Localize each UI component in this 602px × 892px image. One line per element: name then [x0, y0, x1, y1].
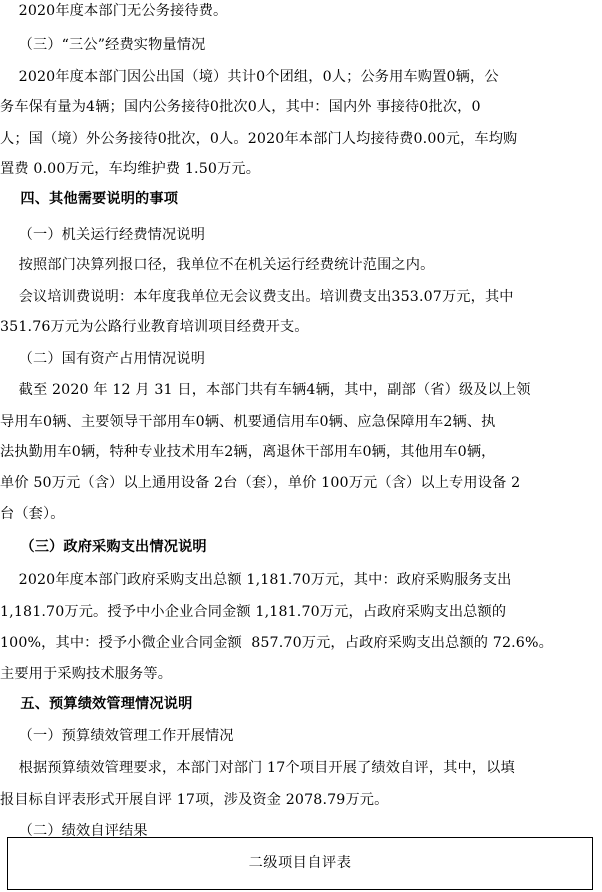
text-line: 务车保有量为4辆；国内公务接待0批次0人，其中：国内外 事接待0批次，0: [0, 99, 481, 115]
text-line: 100%，其中：授予小微企业合同金额 857.70万元，占政府采购支出总额的 72.6%。: [0, 635, 553, 651]
text-line: 报目标自评表形式开展自评 17项，涉及资金 2078.79万元。: [0, 792, 389, 808]
text-line: 2020年度本部门因公出国（境）共计0个团组，0人；公务用车购置0辆，公: [0, 69, 499, 85]
text-line: 置费 0.00万元，车均维护费 1.50万元。: [0, 161, 261, 177]
text-line: 会议培训费说明：本年度我单位无会议费支出。培训费支出353.07万元，其中: [0, 289, 514, 305]
text-line: 主要用于采购技术服务等。: [0, 666, 173, 682]
section-heading: 五、预算绩效管理情况说明: [0, 696, 193, 712]
text-line: 导用车0辆、主要领导干部用车0辆、机要通信用车0辆、应急保障用车2辆、执: [0, 414, 496, 430]
text-line: （一）预算绩效管理工作开展情况: [0, 728, 234, 744]
table-title: 二级项目自评表: [248, 855, 352, 871]
text-line: 1,181.70万元。授予中小企业合同金额 1,181.70万元，占政府采购支出总额的: [0, 604, 507, 620]
section-heading: （三）政府采购支出情况说明: [0, 539, 207, 555]
text-line: （三）“三公”经费实物量情况: [0, 37, 206, 53]
text-line: （二）绩效自评结果: [0, 823, 148, 839]
text-line: 人；国（境）外公务接待0批次，0人。2020年本部门人均接待费0.00元，车均购: [0, 131, 518, 147]
text-line: 台（套）。: [0, 506, 65, 522]
text-line: 2020年度本部门政府采购支出总额 1,181.70万元，其中：政府采购服务支出: [0, 572, 512, 588]
text-line: 截至 2020 年 12 月 31 日，本部门共有车辆4辆，其中，副部（省）级及以上领: [0, 382, 531, 398]
text-line: 按照部门决算列报口径，我单位不在机关运行经费统计范围之内。: [0, 257, 435, 273]
text-line: （二）国有资产占用情况说明: [0, 351, 206, 367]
self-evaluation-table: [7, 837, 593, 890]
text-line: 2020年度本部门无公务接待费。: [0, 3, 228, 19]
text-line: 单价 50万元（含）以上通用设备 2台（套），单价 100万元（含）以上专用设备 2: [0, 475, 521, 491]
text-line: 根据预算绩效管理要求，本部门对部门 17个项目开展了绩效自评，其中，以填: [0, 760, 515, 776]
text-line: 351.76万元为公路行业教育培训项目经费开支。: [0, 319, 309, 335]
section-heading: 四、其他需要说明的事项: [0, 191, 179, 207]
text-line: 法执勤用车0辆，特种专业技术用车2辆，离退休干部用车0辆，其他用车0辆，: [0, 444, 496, 460]
text-line: （一）机关运行经费情况说明: [0, 227, 206, 243]
